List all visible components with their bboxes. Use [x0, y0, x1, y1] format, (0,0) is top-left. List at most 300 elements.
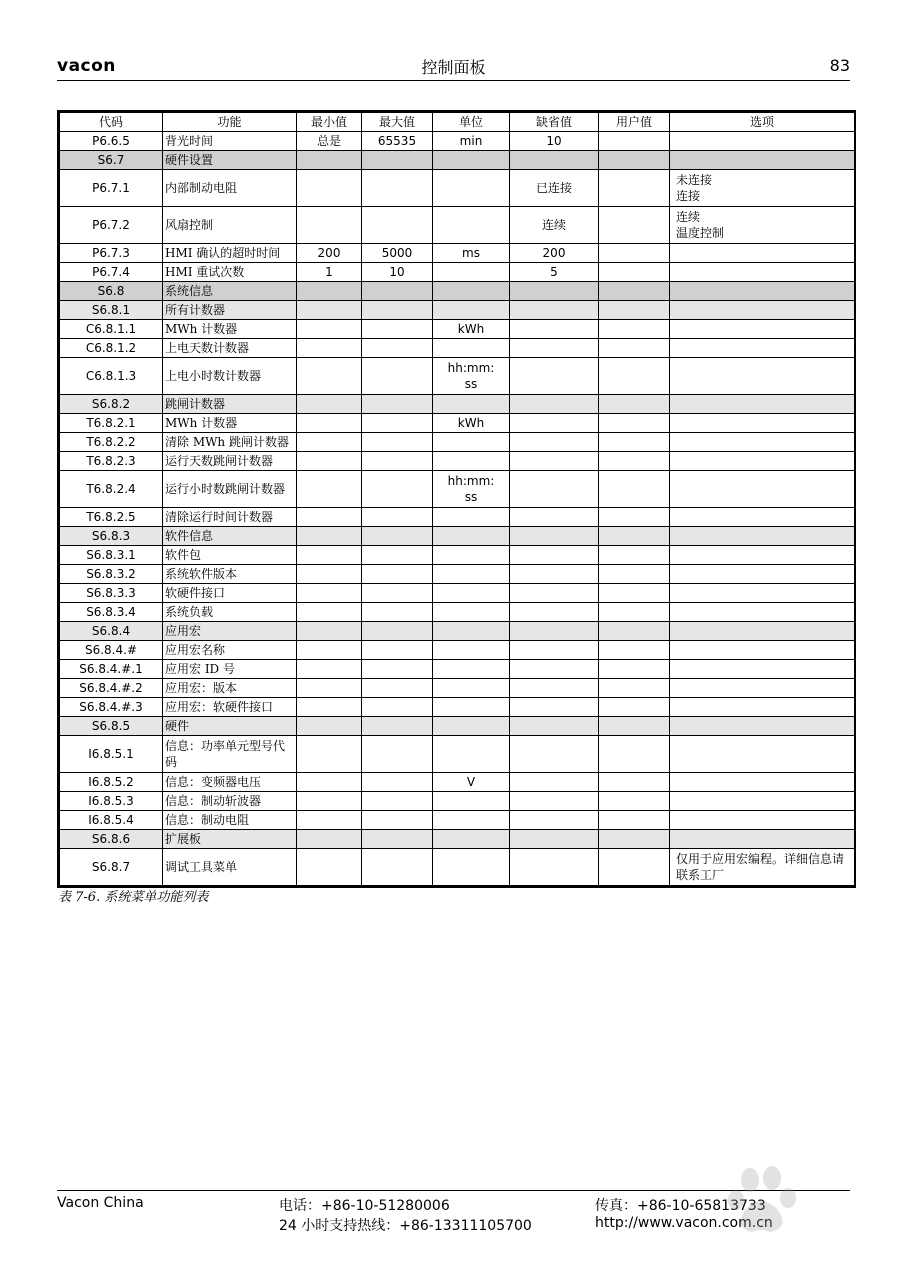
code-cell: T6.8.2.3: [60, 452, 163, 471]
default-cell: [510, 452, 599, 471]
user-cell: [599, 320, 670, 339]
unit-cell: [433, 170, 510, 207]
function-cell: 调试工具菜单: [163, 849, 297, 886]
options-cell: [670, 508, 855, 527]
table-row: [60, 207, 855, 244]
function-cell: 跳闸计数器: [163, 395, 297, 414]
code-cell: S6.8.4.#.3: [60, 698, 163, 717]
code-cell: C6.8.1.2: [60, 339, 163, 358]
unit-cell: [433, 660, 510, 679]
unit-cell: [433, 282, 510, 301]
min-cell: [297, 282, 362, 301]
max-cell: [362, 358, 433, 395]
brand-logo: vacon: [57, 56, 116, 76]
user-cell: [599, 471, 670, 508]
table-row: [60, 244, 855, 263]
system-menu-table: [57, 110, 856, 888]
unit-cell: [433, 263, 510, 282]
table-row: [60, 830, 855, 849]
table-row: [60, 263, 855, 282]
min-cell: [297, 773, 362, 792]
table-header-row: [60, 113, 855, 132]
unit-cell: [433, 717, 510, 736]
options-cell: [670, 660, 855, 679]
min-cell: [297, 320, 362, 339]
options-cell: [670, 698, 855, 717]
code-cell: I6.8.5.2: [60, 773, 163, 792]
max-cell: 5000: [362, 244, 433, 263]
function-cell: 应用宏 ID 号: [163, 660, 297, 679]
table-row: [60, 151, 855, 170]
user-cell: [599, 811, 670, 830]
default-cell: 5: [510, 263, 599, 282]
min-cell: [297, 527, 362, 546]
user-cell: [599, 660, 670, 679]
options-cell: [670, 603, 855, 622]
function-cell: MWh 计数器: [163, 414, 297, 433]
default-cell: [510, 679, 599, 698]
min-cell: [297, 170, 362, 207]
unit-cell: [433, 151, 510, 170]
user-cell: [599, 433, 670, 452]
unit-cell: hh:mm: ss: [433, 471, 510, 508]
function-cell: 清除 MWh 跳闸计数器: [163, 433, 297, 452]
default-cell: [510, 584, 599, 603]
min-cell: [297, 508, 362, 527]
function-cell: 软件信息: [163, 527, 297, 546]
unit-cell: kWh: [433, 320, 510, 339]
code-cell: S6.8.4: [60, 622, 163, 641]
options-cell: [670, 641, 855, 660]
function-cell: 系统软件版本: [163, 565, 297, 584]
function-cell: 应用宏: [163, 622, 297, 641]
unit-cell: [433, 603, 510, 622]
user-cell: [599, 207, 670, 244]
code-cell: S6.8.6: [60, 830, 163, 849]
default-cell: [510, 830, 599, 849]
user-cell: [599, 395, 670, 414]
table-row: [60, 736, 855, 773]
default-cell: [510, 660, 599, 679]
unit-cell: [433, 546, 510, 565]
default-cell: [510, 546, 599, 565]
min-cell: [297, 301, 362, 320]
unit-cell: [433, 452, 510, 471]
user-cell: [599, 679, 670, 698]
options-cell: [670, 584, 855, 603]
default-cell: [510, 471, 599, 508]
options-cell: [670, 736, 855, 773]
default-cell: 连续: [510, 207, 599, 244]
options-cell: [670, 395, 855, 414]
footer-hotline: 24 小时支持热线：+86-13311105700: [279, 1218, 532, 1234]
footer-fax: 传真：+86-10-65813733: [595, 1198, 766, 1214]
user-cell: [599, 717, 670, 736]
options-cell: [670, 301, 855, 320]
max-cell: [362, 792, 433, 811]
max-cell: [362, 414, 433, 433]
options-cell: 连续 温度控制: [670, 207, 855, 244]
min-cell: [297, 395, 362, 414]
default-cell: [510, 527, 599, 546]
max-cell: [362, 565, 433, 584]
table-row: [60, 414, 855, 433]
default-cell: [510, 641, 599, 660]
min-cell: [297, 660, 362, 679]
unit-cell: [433, 395, 510, 414]
table-row: [60, 132, 855, 151]
options-cell: [670, 358, 855, 395]
table-row: [60, 527, 855, 546]
table-row: [60, 792, 855, 811]
code-cell: T6.8.2.2: [60, 433, 163, 452]
table-row: [60, 641, 855, 660]
function-cell: 上电小时数计数器: [163, 358, 297, 395]
code-cell: C6.8.1.1: [60, 320, 163, 339]
user-cell: [599, 452, 670, 471]
user-cell: [599, 698, 670, 717]
max-cell: [362, 622, 433, 641]
col-header-user: 用户值: [599, 113, 670, 132]
code-cell: P6.7.3: [60, 244, 163, 263]
user-cell: [599, 358, 670, 395]
min-cell: [297, 471, 362, 508]
default-cell: [510, 565, 599, 584]
table-caption: 表 7-6. 系统菜单功能列表: [58, 890, 209, 905]
default-cell: [510, 433, 599, 452]
max-cell: [362, 339, 433, 358]
user-cell: [599, 773, 670, 792]
unit-cell: [433, 527, 510, 546]
options-cell: [670, 830, 855, 849]
user-cell: [599, 546, 670, 565]
default-cell: [510, 320, 599, 339]
col-header-default: 缺省值: [510, 113, 599, 132]
unit-cell: [433, 584, 510, 603]
unit-cell: ms: [433, 244, 510, 263]
max-cell: [362, 641, 433, 660]
function-cell: 信息：功率单元型号代码: [163, 736, 297, 773]
user-cell: [599, 263, 670, 282]
unit-cell: [433, 508, 510, 527]
user-cell: [599, 244, 670, 263]
unit-cell: kWh: [433, 414, 510, 433]
table-row: [60, 849, 855, 886]
min-cell: [297, 622, 362, 641]
min-cell: [297, 792, 362, 811]
default-cell: 已连接: [510, 170, 599, 207]
table-row: [60, 811, 855, 830]
default-cell: [510, 508, 599, 527]
code-cell: S6.8.4.#: [60, 641, 163, 660]
unit-cell: [433, 641, 510, 660]
min-cell: 总是: [297, 132, 362, 151]
min-cell: [297, 811, 362, 830]
options-cell: [670, 282, 855, 301]
code-cell: C6.8.1.3: [60, 358, 163, 395]
table-row: [60, 301, 855, 320]
options-cell: [670, 679, 855, 698]
function-cell: 硬件设置: [163, 151, 297, 170]
options-cell: [670, 792, 855, 811]
table-row: [60, 433, 855, 452]
code-cell: P6.7.1: [60, 170, 163, 207]
function-cell: 运行小时数跳闸计数器: [163, 471, 297, 508]
code-cell: S6.8.7: [60, 849, 163, 886]
options-cell: [670, 414, 855, 433]
options-cell: [670, 717, 855, 736]
default-cell: [510, 849, 599, 886]
function-cell: HMI 重试次数: [163, 263, 297, 282]
min-cell: [297, 641, 362, 660]
max-cell: [362, 584, 433, 603]
function-cell: 软件包: [163, 546, 297, 565]
min-cell: [297, 452, 362, 471]
default-cell: [510, 811, 599, 830]
col-header-max: 最大值: [362, 113, 433, 132]
max-cell: [362, 830, 433, 849]
max-cell: 65535: [362, 132, 433, 151]
unit-cell: [433, 207, 510, 244]
unit-cell: [433, 736, 510, 773]
min-cell: [297, 414, 362, 433]
default-cell: 10: [510, 132, 599, 151]
code-cell: I6.8.5.3: [60, 792, 163, 811]
min-cell: [297, 736, 362, 773]
code-cell: S6.8.3.1: [60, 546, 163, 565]
unit-cell: V: [433, 773, 510, 792]
page-title: 控制面板: [421, 58, 486, 77]
min-cell: [297, 849, 362, 886]
max-cell: [362, 320, 433, 339]
default-cell: [510, 736, 599, 773]
options-cell: [670, 263, 855, 282]
user-cell: [599, 830, 670, 849]
col-header-unit: 单位: [433, 113, 510, 132]
max-cell: [362, 170, 433, 207]
code-cell: S6.8.3.2: [60, 565, 163, 584]
default-cell: [510, 622, 599, 641]
user-cell: [599, 565, 670, 584]
unit-cell: [433, 830, 510, 849]
max-cell: [362, 679, 433, 698]
min-cell: [297, 151, 362, 170]
col-header-function: 功能: [163, 113, 297, 132]
function-cell: 风扇控制: [163, 207, 297, 244]
min-cell: [297, 603, 362, 622]
max-cell: [362, 660, 433, 679]
max-cell: [362, 698, 433, 717]
user-cell: [599, 508, 670, 527]
default-cell: [510, 151, 599, 170]
page-number: 83: [829, 56, 850, 75]
max-cell: [362, 207, 433, 244]
max-cell: [362, 151, 433, 170]
min-cell: [297, 546, 362, 565]
default-cell: [510, 414, 599, 433]
options-cell: [670, 244, 855, 263]
table-row: [60, 395, 855, 414]
max-cell: [362, 773, 433, 792]
min-cell: [297, 339, 362, 358]
user-cell: [599, 622, 670, 641]
unit-cell: [433, 622, 510, 641]
user-cell: [599, 641, 670, 660]
code-cell: T6.8.2.1: [60, 414, 163, 433]
user-cell: [599, 301, 670, 320]
unit-cell: [433, 339, 510, 358]
options-cell: [670, 471, 855, 508]
default-cell: [510, 603, 599, 622]
code-cell: P6.7.2: [60, 207, 163, 244]
unit-cell: min: [433, 132, 510, 151]
table-row: [60, 565, 855, 584]
code-cell: S6.8: [60, 282, 163, 301]
min-cell: [297, 584, 362, 603]
default-cell: [510, 773, 599, 792]
function-cell: 应用宏名称: [163, 641, 297, 660]
code-cell: S6.8.3.3: [60, 584, 163, 603]
col-header-options: 选项: [670, 113, 855, 132]
unit-cell: [433, 433, 510, 452]
max-cell: [362, 527, 433, 546]
table-row: [60, 170, 855, 207]
code-cell: S6.8.4.#.1: [60, 660, 163, 679]
user-cell: [599, 414, 670, 433]
table-row: [60, 603, 855, 622]
user-cell: [599, 849, 670, 886]
table-row: [60, 320, 855, 339]
max-cell: [362, 395, 433, 414]
options-cell: [670, 320, 855, 339]
unit-cell: [433, 792, 510, 811]
function-cell: 系统负载: [163, 603, 297, 622]
function-cell: 应用宏：软硬件接口: [163, 698, 297, 717]
unit-cell: [433, 565, 510, 584]
function-cell: 系统信息: [163, 282, 297, 301]
footer-company: Vacon China: [57, 1195, 144, 1211]
user-cell: [599, 584, 670, 603]
user-cell: [599, 132, 670, 151]
options-cell: 仅用于应用宏编程。详细信息请联系工厂: [670, 849, 855, 886]
table-row: [60, 622, 855, 641]
table-row: [60, 546, 855, 565]
function-cell: 内部制动电阻: [163, 170, 297, 207]
function-cell: 信息：制动斩波器: [163, 792, 297, 811]
code-cell: S6.7: [60, 151, 163, 170]
table-row: [60, 452, 855, 471]
function-cell: 所有计数器: [163, 301, 297, 320]
table-row: [60, 282, 855, 301]
user-cell: [599, 527, 670, 546]
options-cell: [670, 546, 855, 565]
unit-cell: [433, 679, 510, 698]
function-cell: 软硬件接口: [163, 584, 297, 603]
max-cell: [362, 736, 433, 773]
code-cell: I6.8.5.1: [60, 736, 163, 773]
options-cell: 未连接 连接: [670, 170, 855, 207]
table-row: [60, 584, 855, 603]
code-cell: S6.8.3.4: [60, 603, 163, 622]
max-cell: [362, 508, 433, 527]
user-cell: [599, 603, 670, 622]
min-cell: [297, 358, 362, 395]
col-header-min: 最小值: [297, 113, 362, 132]
code-cell: T6.8.2.4: [60, 471, 163, 508]
max-cell: [362, 282, 433, 301]
unit-cell: hh:mm: ss: [433, 358, 510, 395]
options-cell: [670, 565, 855, 584]
min-cell: [297, 433, 362, 452]
code-cell: P6.7.4: [60, 263, 163, 282]
function-cell: 清除运行时间计数器: [163, 508, 297, 527]
user-cell: [599, 151, 670, 170]
max-cell: [362, 603, 433, 622]
user-cell: [599, 736, 670, 773]
options-cell: [670, 151, 855, 170]
min-cell: [297, 679, 362, 698]
table-row: [60, 339, 855, 358]
code-cell: S6.8.1: [60, 301, 163, 320]
default-cell: [510, 792, 599, 811]
max-cell: [362, 452, 433, 471]
min-cell: 200: [297, 244, 362, 263]
function-cell: 应用宏：版本: [163, 679, 297, 698]
code-cell: S6.8.5: [60, 717, 163, 736]
unit-cell: [433, 301, 510, 320]
function-cell: 硬件: [163, 717, 297, 736]
user-cell: [599, 792, 670, 811]
function-cell: 运行天数跳闸计数器: [163, 452, 297, 471]
function-cell: 信息：制动电阻: [163, 811, 297, 830]
footer-phone: 电话：+86-10-51280006: [279, 1198, 450, 1214]
table-row: [60, 773, 855, 792]
code-cell: S6.8.3: [60, 527, 163, 546]
max-cell: [362, 433, 433, 452]
unit-cell: [433, 849, 510, 886]
code-cell: S6.8.4.#.2: [60, 679, 163, 698]
min-cell: [297, 565, 362, 584]
default-cell: [510, 358, 599, 395]
default-cell: [510, 395, 599, 414]
min-cell: 1: [297, 263, 362, 282]
table-row: [60, 508, 855, 527]
code-cell: P6.6.5: [60, 132, 163, 151]
max-cell: [362, 849, 433, 886]
max-cell: [362, 301, 433, 320]
options-cell: [670, 132, 855, 151]
code-cell: T6.8.2.5: [60, 508, 163, 527]
table-row: [60, 471, 855, 508]
function-cell: 扩展板: [163, 830, 297, 849]
options-cell: [670, 811, 855, 830]
options-cell: [670, 339, 855, 358]
max-cell: [362, 471, 433, 508]
options-cell: [670, 452, 855, 471]
table-row: [60, 358, 855, 395]
function-cell: HMI 确认的超时时间: [163, 244, 297, 263]
col-header-code: 代码: [60, 113, 163, 132]
page-header: [57, 52, 850, 81]
footer-url: http://www.vacon.com.cn: [595, 1215, 773, 1231]
function-cell: 上电天数计数器: [163, 339, 297, 358]
code-cell: S6.8.2: [60, 395, 163, 414]
default-cell: [510, 282, 599, 301]
options-cell: [670, 433, 855, 452]
max-cell: [362, 546, 433, 565]
options-cell: [670, 773, 855, 792]
table-row: [60, 717, 855, 736]
